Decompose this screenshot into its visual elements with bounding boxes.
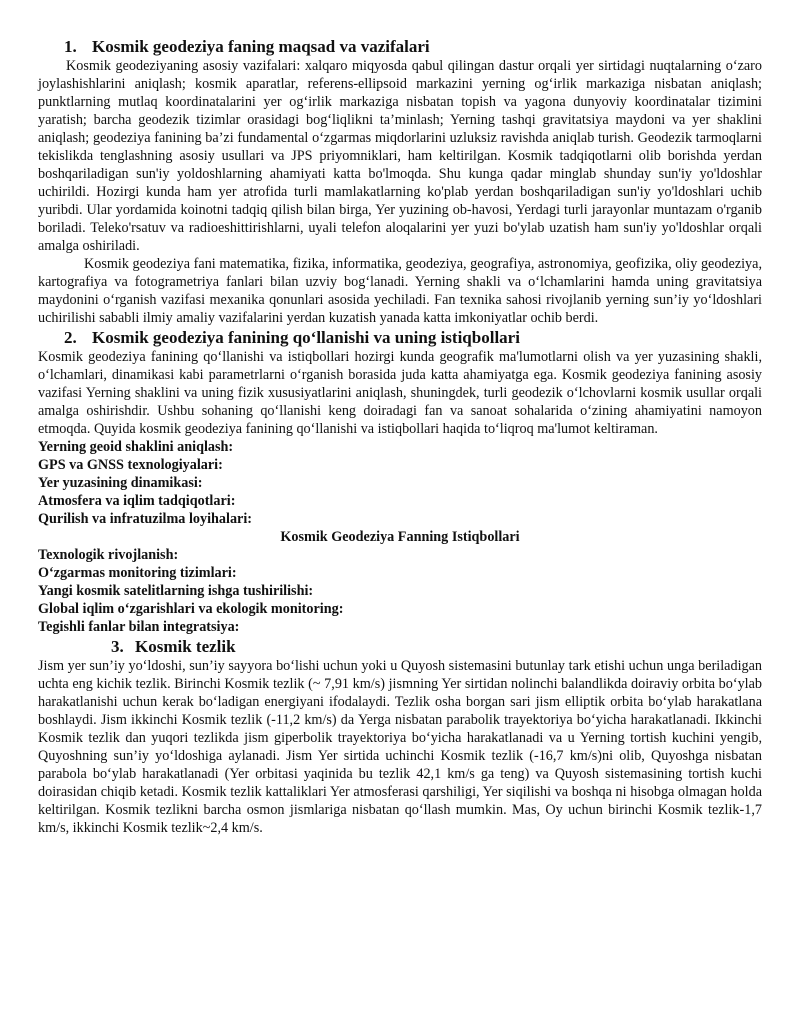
section1-heading (64, 36, 762, 57)
list-item: Yer yuzasining dinamikasi: (38, 475, 203, 491)
list-item: Atmosfera va iqlim tadqiqotlari: (38, 493, 236, 509)
applications-list (38, 438, 762, 528)
section2-title: Kosmik geodeziya fanining qo‘llanishi va uning istiqbollari (92, 328, 520, 347)
section2-heading (64, 327, 762, 348)
section1-paragraph-1: Kosmik geodeziyaning asosiy vazifalari: xalqaro miqyosda qabul qilingan dastur orqali yer sirtidagi nuqtalarning o‘zaro joylashishlarini aniqlash; kosmik aparatlar, referens-ellipsoid markazini yerning og‘irlik markaziga nisbatan aniqlash; punktlarning mutlaq koordinatalarini yer og‘irlik markaziga nisbatan topish va yagona dunyoviy koordinatalar tizimini yaratish; barcha geodezik tizimlar orasidagi bog‘liqlikni ta’minlash; Yerning tashqi gravitatsiya maydoni va yer shaklini aniqlash; geodeziya fanining ba’zi fundamental o‘zgarmas miqdorlarini uzluksiz ravishda aniqlab turish. Geodezik tarmoqlarni tekislikda tenglashning asosiy usullari va JPS priyomniklari, ham keltirilgan. Kosmik tadqiqotlarni olib borishda yerdan boshqariladigan sun'iy yoldoshlarning ahamiyati katta bo'lmoqda. Shu kunga qadar minglab shunday sun'iy yo'ldoshlar uchirildi. Hozirgi kunda ham yer atrofida turli mamlakatlarning ko'plab yerdan boshqariladigan sun'iy yo'ldoshlari uchib yuribdi. Ular yordamida koinotni tadqiq qilish bilan birga, Yer yuzining ob-havosi, Yerdagi turli jarayonlar muntazam o'rganib boriladi. Teleko'rsatuv va radioeshittirishlarni, uyali telefon aloqalarini yer yuzi bo'ylab uzatish ham sun'iy yo'ldoshlar orqali amalga oshiriladi. (38, 58, 762, 254)
section1-title: Kosmik geodeziya faning maqsad va vazifalari (92, 37, 430, 56)
section1-number: 1. (64, 37, 77, 56)
prospects-heading: Kosmik Geodeziya Fanning Istiqbollari (280, 529, 520, 545)
list-item: Texnologik rivojlanish: (38, 547, 179, 563)
list-item: Yerning geoid shaklini aniqlash: (38, 439, 234, 455)
list-item: Yangi kosmik satelitlarning ishga tushirilishi: (38, 583, 314, 599)
list-item: GPS va GNSS texnologiyalari: (38, 457, 223, 473)
section3-title: Kosmik tezlik (135, 637, 236, 656)
section3-heading (111, 636, 762, 657)
section1-paragraph-2: Kosmik geodeziya fani matematika, fizika, informatika, geodeziya, geografiya, astronomiya, geofizika, oliy geodeziya, kartografiya va fotogrametriya fanlari bilan uzviy bog‘lanadi. Yerning shakli va o‘lchamlarini hamda uning gravitatsiya maydonini o‘rganish vazifasi mexanika qonunlari asosida yechiladi. Fan texnika sahosi rivojlanib yerning sun’iy yo‘ldoshlari uchirilishi sababli ilmiy amaliy vazifalarini yerdan kuzatish yanada katta imkoniyatlar ochib berdi. (38, 256, 762, 326)
prospects-list (38, 546, 762, 636)
list-item: O‘zgarmas monitoring tizimlari: (38, 565, 237, 581)
section3-paragraph-1: Jism yer sun’iy yo‘ldoshi, sun’iy sayyora bo‘lishi uchun yoki u Quyosh sistemasini butunlay tark etishi uchun unga beriladigan uchta eng kichik tezlik. Birinchi Kosmik tezlik (~ 7,91 km/s) jismning Yer sirtidan nolinchi balandlikda doiraviy orbita bo‘ylab harakatlanishi uchun kerak bo‘ladigan energiyani ifodalaydi. Tezlik osha borgan sari jism elliptik orbita bo‘ylab harakatlana boshlaydi. Jism ikkinchi Kosmik tezlik (-11,2 km/s) da Yerga nisbatan parabolik trayektoriya bo‘yicha harakatlanadi. Ikkinchi Kosmik tezlik dan yuqori tezlikda jism giperbolik trayektoriya bo‘yicha harakatlanadi va u Yerning tortish kuchini yengib, Quyoshning sun’iy yo‘ldoshiga aylanadi. Jism Yer sirtida uchinchi Kosmik tezlik (-16,7 km/s)ni olib, Quyoshga nisbatan parabola bo‘ylab harakatlanadi (Yer orbitasi yaqinida bu tezlik 42,1 km/s ga teng) va Quyosh sistemasining tortish kuchi doirasidan chiqib ketadi. Kosmik tezlik kattaliklari Yer atmosferasi qarshiligi, Yer siqilishi va boshqa ni hisobga olmagan holda keltirilgan. Kosmik tezlikni barcha osmon jismlariga nisbatan qo‘llash mumkin. Mas, Oy uchun birinchi Kosmik tezlik-1,7 km/s, ikkinchi Kosmik tezlik~2,4 km/s. (38, 658, 762, 836)
section2-paragraph-1: Kosmik geodeziya fanining qo‘llanishi va istiqbollari hozirgi kunda geografik ma'lumotlarni olish va yer yuzasining shakli, o‘lchamlari, dinamikasi kabi parametrlarni o‘rganish borasida juda katta ahamiyatga ega. Kosmik geodeziya fanining asosiy vazifasi Yerning shaklini va uning fizik xususiyatlarini aniqlash, shuningdek, turli geodezik o‘lchovlarni kosmik usullar orqali amalga oshirishdir. Ushbu sohaning qo‘llanishi keng doiradagi fan va sanoat sohalarida o‘zining ahamiyatini namoyon etmoqda. Quyida kosmik geodeziya fanining qo‘llanishi va istiqbollari haqida to‘liqroq ma'lumot keltiraman. (38, 349, 762, 437)
list-item: Global iqlim o‘zgarishlari va ekologik monitoring: (38, 601, 344, 617)
list-item: Qurilish va infratuzilma loyihalari: (38, 511, 252, 527)
section3-number: 3. (111, 637, 124, 656)
section2-number: 2. (64, 328, 77, 347)
list-item: Tegishli fanlar bilan integratsiya: (38, 619, 240, 635)
